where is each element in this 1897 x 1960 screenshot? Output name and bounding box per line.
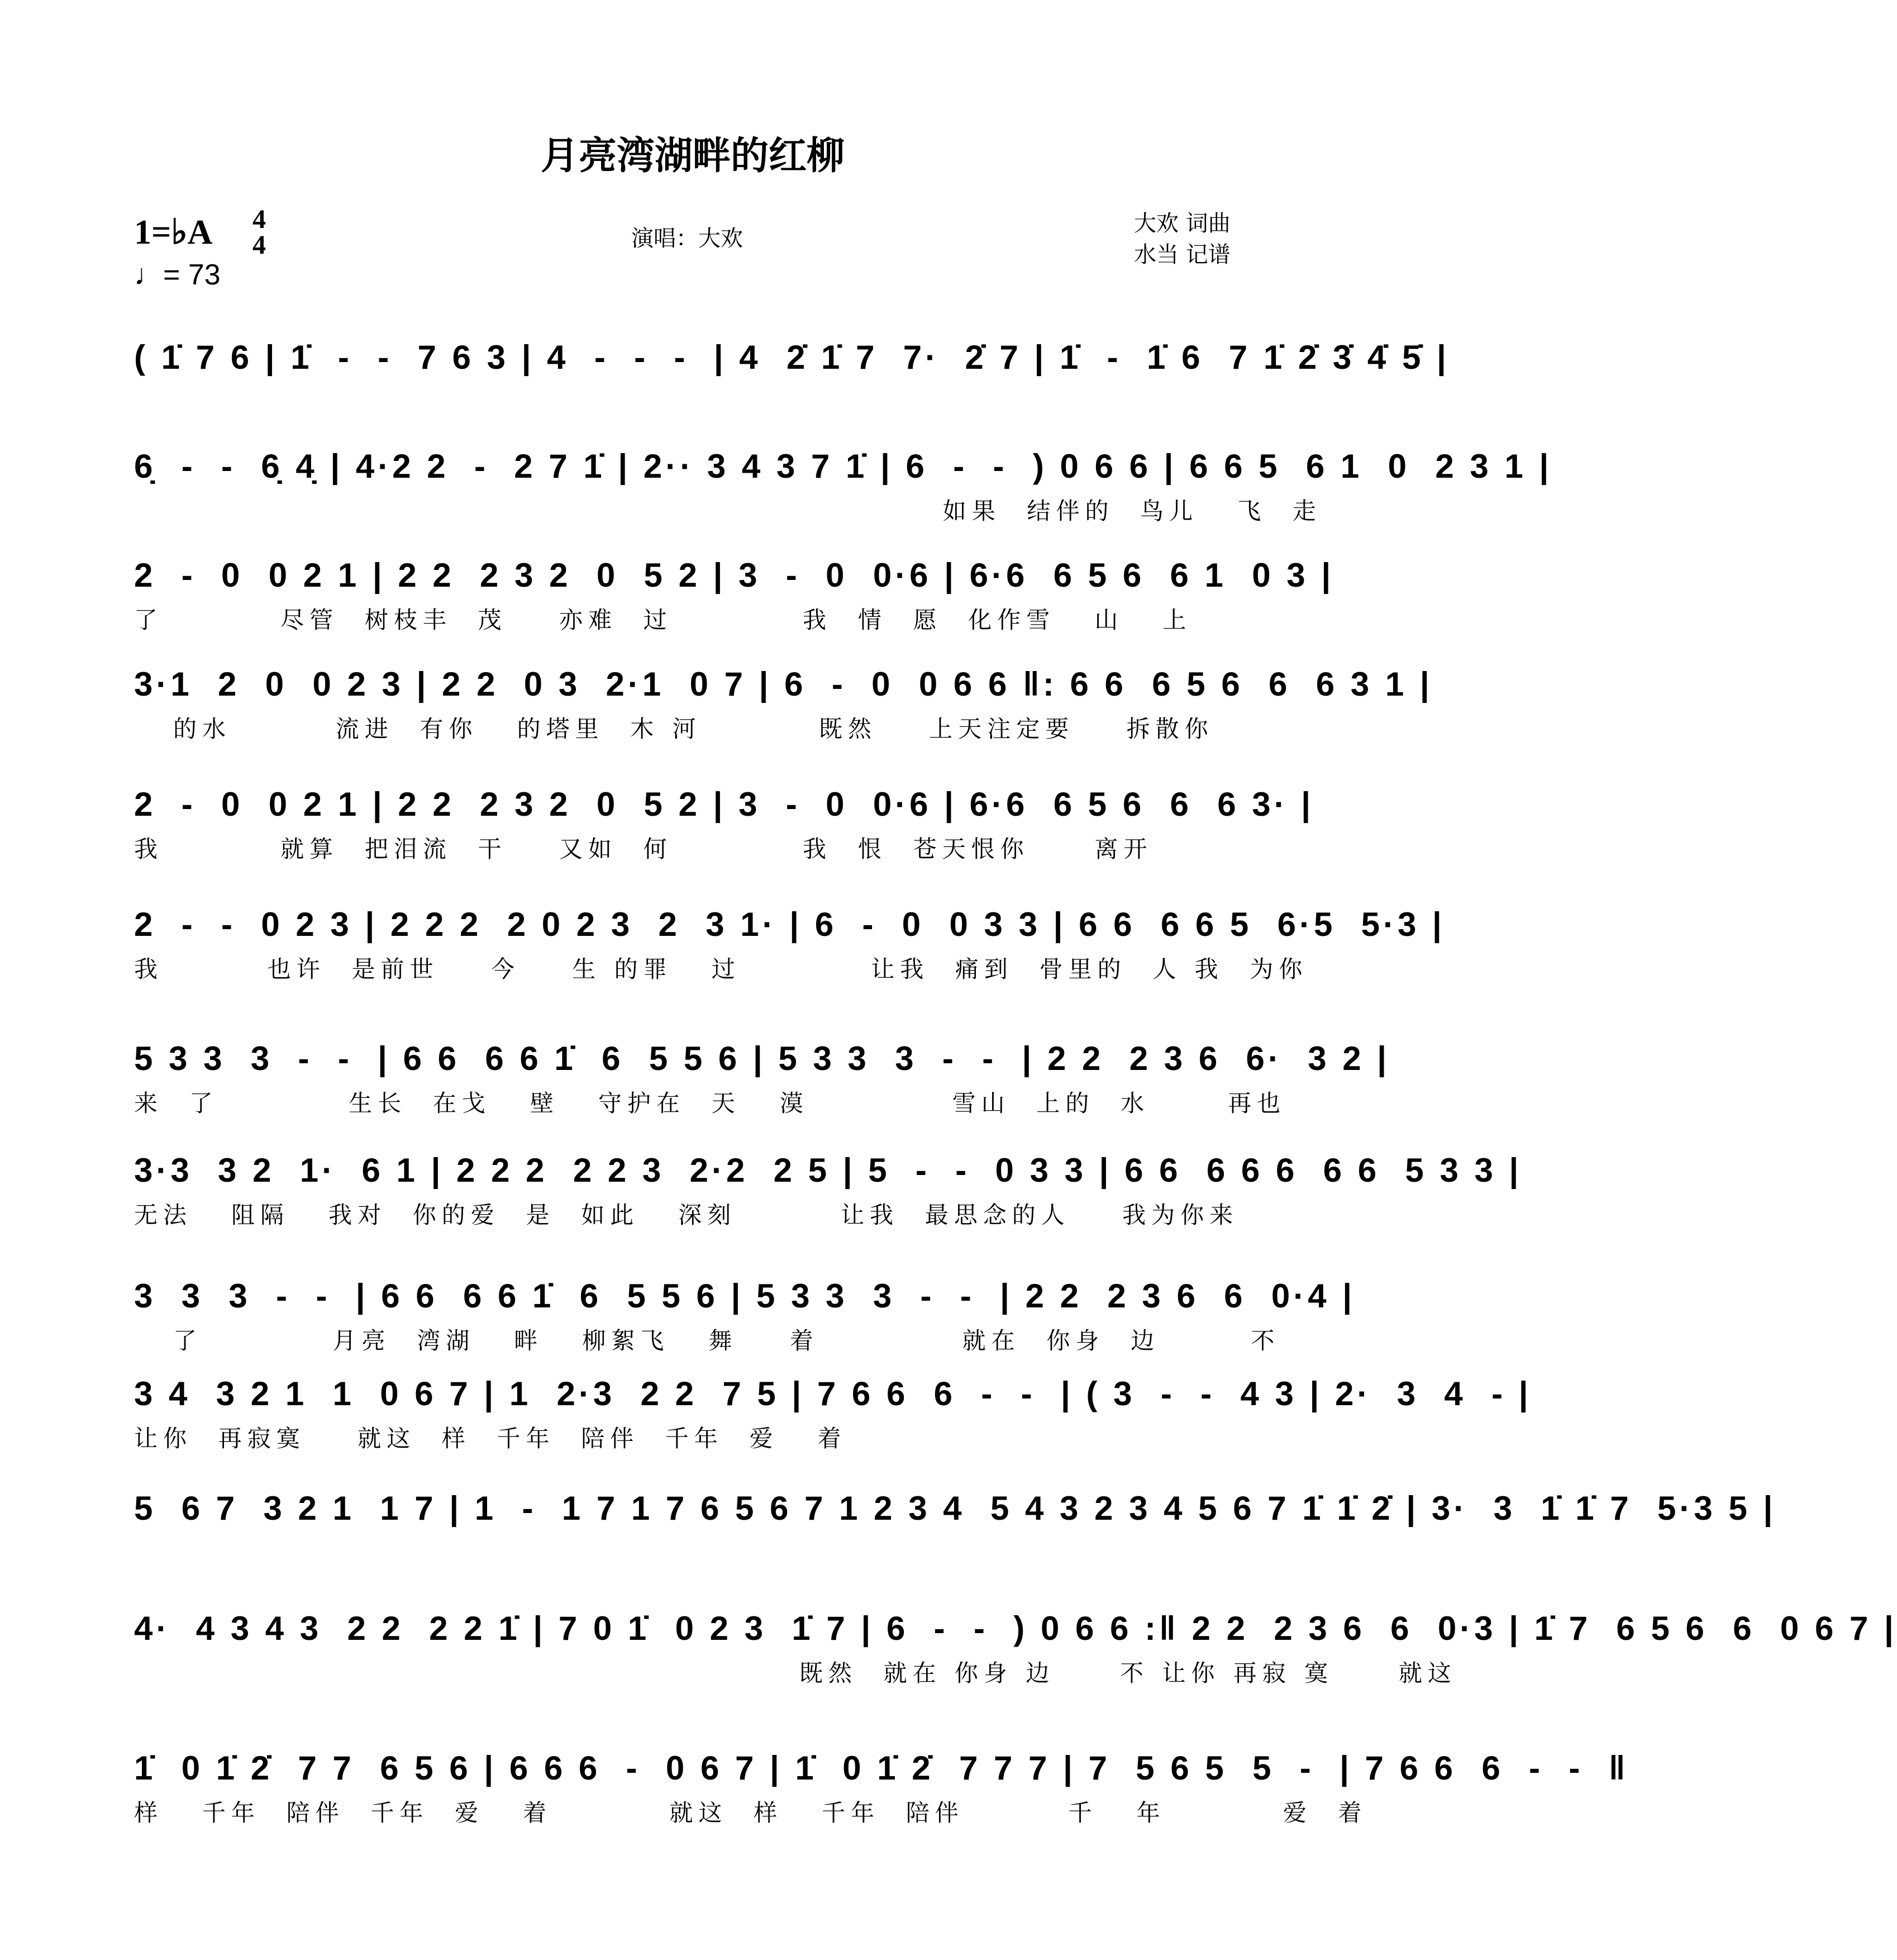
- notation-line: 3·1 2 0 0 2 3 | 2 2 0 3 2·1 0 7 | 6 - 0 0 6 6 ‖: 6 6 6 5 6 6 6 3 1 |: [134, 665, 1433, 703]
- lyrics-line: 的水 流进 有你 的塔里 木 河 既然 上天注定要 拆散你: [134, 715, 1214, 743]
- time-signature: [252, 204, 266, 260]
- notation-line: 2 - 0 0 2 1 | 2 2 2 3 2 0 5 2 | 3 - 0 0·6 | 6·6 6 5 6 6 6 3· |: [134, 786, 1314, 823]
- notation-line: 5 6 7 3 2 1 1 7 | 1 - 1 7 1 7 6 5 6 7 1 2 3 4 5 4 3 2 3 4 5 6 7 1̇ 1̇ 2̇ | 3· 3 1̇ 1̇ 7 5·3 5 |: [134, 1490, 1776, 1527]
- time-signature-bottom: 4: [252, 230, 266, 260]
- notation-line: 3·3 3 2 1· 6 1 | 2 2 2 2 2 3 2·2 2 5 | 5 - - 0 3 3 | 6 6 6 6 6 6 6 5 3 3 |: [134, 1152, 1522, 1189]
- notation-line: 2 - 0 0 2 1 | 2 2 2 3 2 0 5 2 | 3 - 0 0·6 | 6·6 6 5 6 6 1 0 3 |: [134, 556, 1334, 594]
- singer-credit: 演唱：大欢: [631, 226, 743, 251]
- transcriber-credit: 水当 记谱: [1134, 242, 1231, 268]
- lyrics-music-credit: 大欢 词曲: [1134, 211, 1231, 236]
- notation-line: 5 3 3 3 - - | 6 6 6 6 1̇ 6 5 5 6 | 5 3 3 3 - - | 2 2 2 3 6 6· 3 2 |: [134, 1040, 1390, 1077]
- song-title: 月亮湾湖畔的红柳: [540, 134, 845, 178]
- lyrics-line: 了 尽管 树枝丰 茂 亦难 过 我 情 愿 化作雪 山 上: [134, 606, 1192, 634]
- lyrics-line: 既然 就在 你身 边 不 让你 再寂 寞 就这: [134, 1659, 1457, 1687]
- notation-line: ( 1̇ 7 6 | 1̇ - - 7 6 3 | 4 - - - | 4 2̇ 1̇ 7 7· 2̇ 7 | 1̇ - 1̇ 6 7 1̇ 2̇ 3̇ 4̇ 5̇ |: [134, 339, 1450, 376]
- lyrics-line: [134, 386, 1257, 419]
- lyrics-line: [134, 1536, 1257, 1570]
- lyrics-line: 了 月亮 湾湖 畔 柳絮飞 舞 着 就在 你身 边 不: [134, 1327, 1280, 1354]
- lyrics-line: 让你 再寂寞 就这 样 千年 陪伴 千年 爱 着: [134, 1425, 847, 1452]
- notation-line: 1̇ 0 1̇ 2̇ 7 7 6 5 6 | 6 6 6 - 0 6 7 | 1̇ 0 1̇ 2̇ 7 7 7 | 7 5 6 5 5 - | 7 6 6 6 - - ‖: [134, 1749, 1629, 1787]
- author-credits: [1134, 208, 1231, 270]
- lyrics-line: 来 了 生长 在戈 壁 守护在 天 漠 雪山 上的 水 再也: [134, 1090, 1286, 1117]
- lyrics-line: 无法 阻隔 我对 你的爱 是 如此 深刻 让我 最思念的人 我为你来: [134, 1201, 1239, 1229]
- notation-line: 6̣ - - 6̣ 4̣ | 4·2 2 - 2 7 1̇ | 2·· 3 4 3 7 1̇ | 6 - - ) 0 6 6 | 6 6 5 6 1 0 2 3 1 |: [134, 448, 1552, 485]
- notation-line: 3 3 3 - - | 6 6 6 6 1̇ 6 5 5 6 | 5 3 3 3 - - | 2 2 2 3 6 6 0·4 |: [134, 1277, 1356, 1315]
- notation-line: 2 - - 0 2 3 | 2 2 2 2 0 2 3 2 3 1· | 6 - 0 0 3 3 | 6 6 6 6 5 6·5 5·3 |: [134, 906, 1445, 943]
- lyrics-line: 我 就算 把泪流 干 又如 何 我 恨 苍天恨你 离开: [134, 835, 1153, 863]
- notation-line: 3 4 3 2 1 1 0 6 7 | 1 2·3 2 2 7 5 | 7 6 6 6 - - | ( 3 - - 4 3 | 2· 3 4 - |: [134, 1375, 1532, 1412]
- key-signature: 1=♭A: [134, 213, 213, 251]
- lyrics-line: 样 千年 陪伴 千年 爱 着 就这 样 千年 陪伴 千 年 爱 着: [134, 1799, 1367, 1826]
- lyrics-line: 我 也许 是前世 今 生 的罪 过 让我 痛到 骨里的 人 我 为你: [134, 955, 1308, 983]
- notation-line: 4· 4 3 4 3 2 2 2 2 1̇ | 7 0 1̇ 0 2 3 1̇ 7 | 6 - - ) 0 6 6 :‖ 2 2 2 3 6 6 0·3 | 1̇ 7 6 5 6 6 0 6 7 |: [134, 1610, 1897, 1647]
- tempo-marking: ♩= 73: [134, 259, 221, 291]
- time-signature-top: 4: [252, 204, 266, 234]
- lyrics-line: 如果 结伴的 鸟儿 飞 走: [134, 497, 1322, 525]
